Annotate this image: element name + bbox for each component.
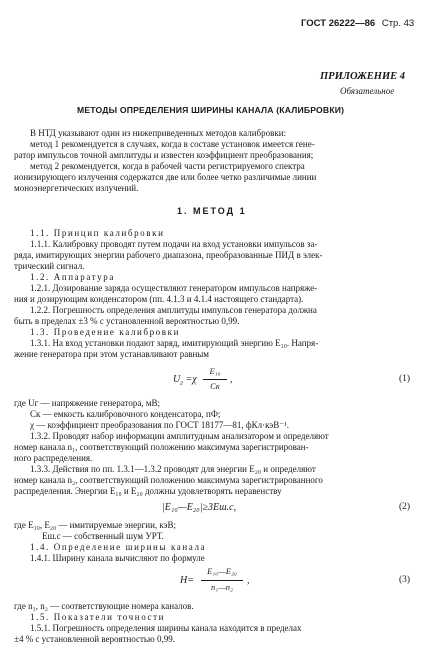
subsection-heading: 1.5. Показатели точности: [30, 612, 166, 622]
body-line: 1.2.1. Дозирование заряда осуществляют генератором импульсов напряже-: [30, 283, 318, 293]
eq1-denominator: Cк: [210, 381, 220, 391]
eq3-tail: ,: [247, 575, 250, 586]
definition-line: χ — коэффициент преобразования по ГОСТ 18177—81, фКл·кэВ⁻¹.: [30, 420, 289, 430]
standard-number: ГОСТ 26222—86: [301, 18, 376, 29]
eq1-tail: ,: [230, 374, 233, 385]
body-line: ного распределения.: [14, 453, 93, 463]
appendix-subtitle: Обязательное: [340, 86, 395, 96]
definition-line: где E₁₀, E₂₀ — имитируемые энергии, кэВ;: [14, 520, 177, 530]
intro-line: ионизирующего излучения содержатся две или более четко различимые линии: [14, 172, 317, 182]
eq2-expression: |E₁₀—E₂₀|≥3Eш.с: [162, 502, 234, 513]
eq1-number: (1): [399, 374, 411, 384]
section-heading: 1. МЕТОД 1: [177, 206, 247, 216]
body-line: ряда, имитирующих энергии рабочего диапазона, преобразованные ПИД в элек-: [14, 250, 323, 260]
subsection-heading: 1.1. Принцип калибровки: [30, 228, 165, 238]
body-line: номер канала n₁, соответствующий положению максимума зарегистрирован-: [14, 442, 309, 452]
eq3-numerator: E₁₀—E₂₀: [207, 566, 237, 576]
eq1-lhs-sub: г: [180, 379, 183, 387]
body-line: жение генератора при этом устанавливают равным: [14, 349, 210, 359]
subsection-heading: 1.3. Проведение калибровки: [30, 327, 181, 337]
body-line: 1.3.2. Проводят набор информации амплитудным анализатором и определяют: [30, 431, 329, 441]
intro-line: моноэнергетических излучений.: [14, 183, 139, 193]
page-number: Стр. 43: [381, 18, 415, 29]
body-line: ния и дозирующим конденсатором (пп. 4.1.3 и 4.1.4 настоящего стандарта).: [14, 294, 304, 304]
body-line: 1.2.2. Погрешность определения амплитуды импульсов генератора должна: [30, 305, 317, 315]
eq3-rel: =: [187, 575, 194, 586]
eq1-numerator: E₁₀: [209, 366, 221, 376]
page-header: [301, 18, 414, 29]
eq2-number: (2): [399, 502, 411, 512]
eq3-denominator: n₁—n₂: [211, 582, 233, 592]
eq1-fraction-bar: [203, 379, 227, 380]
body-line: 1.3.1. На вход установки подают заряд, имитирующий энергию E₁₀. Напря-: [30, 338, 319, 348]
definition-line: где n₁, n₂ — соответствующие номера каналов.: [14, 601, 194, 611]
body-line: ±4 % с установленной вероятностью 0,99.: [14, 634, 175, 644]
subsection-heading: 1.4. Определение ширины канала: [30, 542, 207, 552]
appendix-title: ПРИЛОЖЕНИЕ 4: [320, 71, 405, 82]
body-line: трический сигнал.: [14, 261, 85, 271]
subsection-heading: 1.2. Аппаратура: [30, 272, 115, 282]
body-line: распределения. Энергии E₁₀ и E₂₀ должны удовлетворять неравенству: [14, 486, 282, 496]
eq1-rel: =: [185, 374, 193, 385]
definition-line: где Uг — напряжение генератора, мВ;: [14, 398, 161, 408]
body-line: 1.4.1. Ширину канала вычисляют по формуле: [30, 553, 205, 563]
body-line: 1.1.1. Калибровку проводят путем подачи на вход установки импульсов за-: [30, 239, 318, 249]
eq2-tail: ,: [233, 502, 237, 513]
body-line: быть в пределах ±3 % с установленной вероятностью 0,99.: [14, 316, 240, 326]
eq3-fraction-bar: [201, 580, 243, 581]
body-line: 1.3.3. Действия по пп. 1.3.1—1.3.2 проводят для энергии E₂₀ и определяют: [30, 464, 316, 474]
intro-line: метод 1 рекомендуется в случаях, когда в составе установок имеется гене-: [30, 139, 315, 149]
document-title: МЕТОДЫ ОПРЕДЕЛЕНИЯ ШИРИНЫ КАНАЛА (КАЛИБРОВКИ): [77, 105, 345, 115]
eq1-lhs: U: [173, 374, 181, 385]
intro-line: ратор импульсов точной амплитуды и известен коэффициент преобразования;: [14, 150, 314, 160]
body-line: номер канала n₂, соответствующий положению максимума зарегистрированного: [14, 475, 323, 485]
eq1-coef: χ: [192, 374, 197, 385]
eq3-lhs: H: [180, 575, 188, 586]
intro-line: В НТД указывают один из нижеприведенных методов калибровки:: [30, 128, 287, 138]
definition-line: Cк — емкость калибровочного конденсатора, пФ;: [30, 409, 221, 419]
definition-line: Eш.с — собственный шум УРТ.: [42, 531, 164, 541]
eq3-number: (3): [399, 575, 411, 585]
intro-line: метод 2 рекомендуется, когда в рабочей части регистрируемого спектра: [30, 161, 305, 171]
body-line: 1.5.1. Погрешность определения ширины канала находится в пределах: [30, 623, 302, 633]
